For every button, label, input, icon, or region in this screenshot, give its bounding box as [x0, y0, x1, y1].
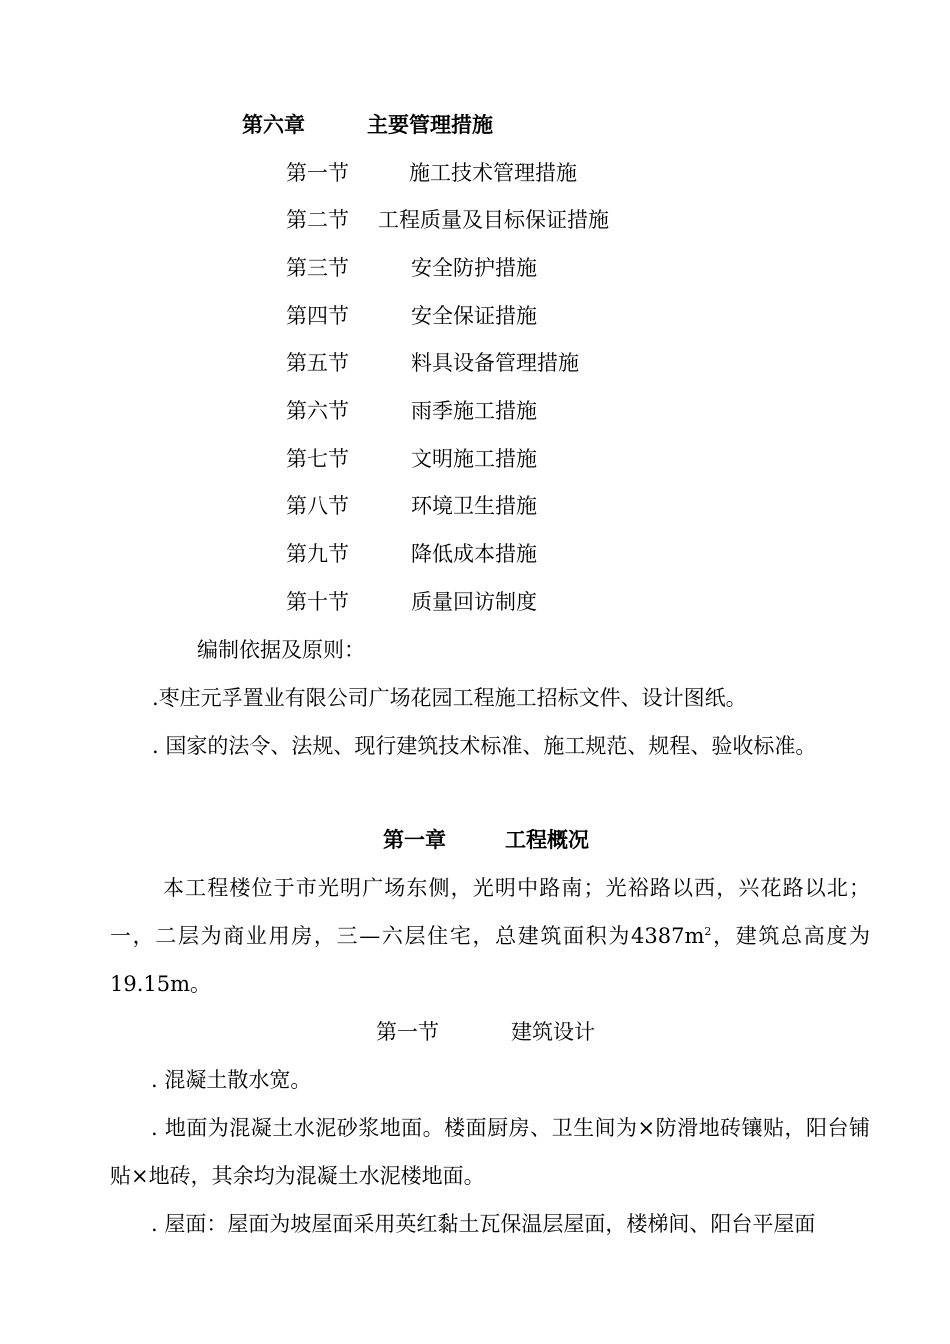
intro-text-end: ，建筑总高度为19.15m。	[110, 924, 871, 996]
toc-section-title: 文明施工措施	[411, 447, 537, 471]
toc-section-title: 工程质量及目标保证措施	[378, 208, 609, 232]
toc-section-num: 第五节	[286, 351, 349, 375]
intro-text: 本工程楼位于市光明广场东侧，光明中路南；光裕路以西，兴花路以北；一，二层为商业用房，三—六层住宅，总建筑面积为4387m	[110, 876, 870, 948]
basis-item: . 国家的法令、法规、现行建筑技术标准、施工规范、规程、验收标准。	[152, 734, 817, 758]
section-num: 第一节	[376, 1020, 439, 1044]
toc-section-title: 环境卫生措施	[411, 494, 537, 518]
toc-section-title: 质量回访制度	[411, 590, 537, 614]
toc-section-num: 第八节	[286, 494, 349, 518]
toc-section-title: 降低成本措施	[411, 542, 537, 566]
toc-section-num: 第二节	[286, 208, 349, 232]
chapter-label: 第一章	[383, 828, 446, 852]
design-item: . 地面为混凝土水泥砂浆地面。楼面厨房、卫生间为×防滑地砖镶贴，阳台铺贴×地砖，其余均为混凝土水泥楼地面。	[110, 1116, 870, 1188]
toc-section-title: 安全防护措施	[411, 256, 537, 280]
toc-section-num: 第三节	[286, 256, 349, 280]
design-item: . 屋面：屋面为坡屋面采用英红黏土瓦保温层屋面，楼梯间、阳台平屋面	[151, 1212, 816, 1236]
superscript-2: 2	[704, 925, 712, 938]
basis-heading: 编制依据及原则：	[197, 638, 365, 662]
section-title: 建筑设计	[511, 1020, 595, 1044]
basis-item: .枣庄元孚置业有限公司广场花园工程施工招标文件、设计图纸。	[152, 686, 747, 710]
toc-chapter-title: 主要管理措施	[367, 113, 493, 137]
toc-section-num: 第十节	[286, 590, 349, 614]
intro-paragraph	[110, 864, 870, 1008]
toc-section-num: 第一节	[286, 161, 349, 185]
toc-section-title: 安全保证措施	[411, 304, 537, 328]
toc-section-title: 雨季施工措施	[411, 399, 537, 423]
toc-section-title: 料具设备管理措施	[411, 351, 579, 375]
toc-section-num: 第七节	[286, 447, 349, 471]
toc-section-num: 第九节	[286, 542, 349, 566]
toc-section-num: 第四节	[286, 304, 349, 328]
toc-section-title: 施工技术管理措施	[409, 161, 577, 185]
design-item: . 混凝土散水宽。	[151, 1068, 312, 1092]
toc-chapter-label: 第六章	[242, 113, 305, 137]
chapter-title: 工程概况	[505, 828, 589, 852]
toc-section-num: 第六节	[286, 399, 349, 423]
